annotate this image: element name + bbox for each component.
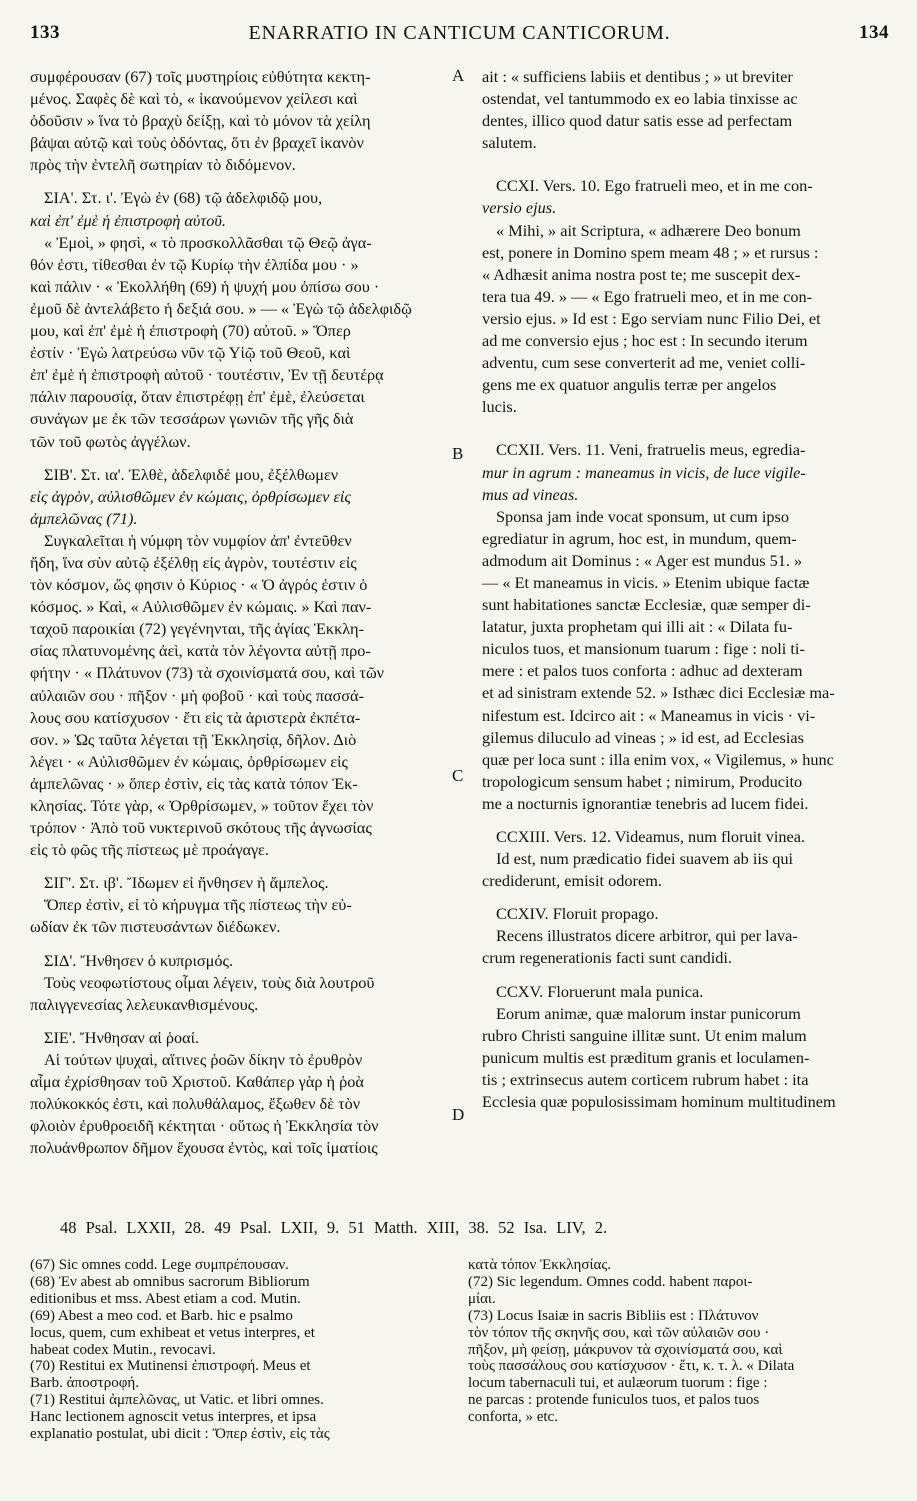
notes-right — [468, 1257, 882, 1426]
text-line: tis ; extrinsecus autem corticem rubrum habet : ita — [482, 1069, 809, 1089]
section-heading: ΣΙΒ'. Στ. ια'. Ἐλθὲ, ἀδελφιδέ μου, ἐξέλθωμεν — [44, 464, 339, 484]
text-line: πολύκοκκός ἐστι, καὶ πολυθάλαμος, ἔξωθεν δὲ τὸν — [30, 1094, 361, 1114]
text-line: est, ponere in Domino spem meam 48 ; » et rursus : — [482, 242, 819, 262]
section-heading-cont: mus ad vineas. — [482, 484, 579, 504]
text-line: πάλιν παρουσίᾳ, ὅταν ἐπιστρέφῃ ἐπ' ἐμὲ, ἐλεύσεται — [30, 387, 365, 407]
section-heading: ΣΙΔ'. Ἤνθησεν ὁ κυπρισμός. — [44, 950, 234, 970]
text-line: Ecclesia quæ populosissimam hominum multitudinem — [482, 1092, 836, 1112]
note-line: (73) Locus Isaiæ in sacris Bibliis est : Πλάτυνον — [468, 1307, 759, 1324]
text-line: « Mihi, » ait Scriptura, « adhærere Deo bonum — [496, 220, 801, 240]
text-line: Id est, num prædicatio fidei suavem ab iis qui — [496, 849, 794, 869]
section-heading: CCXI. Vers. 10. Ego fratrueli meo, et in me con- — [496, 176, 813, 196]
text-line: πρὸς τὴν ἐντελῆ σωτηρίαν τὸ διδόμενον. — [30, 155, 296, 175]
note-line: κατὰ τόπον Ἐκκλησίας. — [468, 1257, 612, 1273]
text-line: ἐστίν · Ἐγὼ λατρεύσω νῦν τῷ Υἱῷ τοῦ Θεοῦ, καὶ — [30, 343, 351, 363]
note-line: (68) Ἐν abest ab omnibus sacrorum Bibliorum — [30, 1273, 310, 1290]
text-line: niculos tuos, et mansionum tuarum : fige : noli ti- — [482, 639, 805, 659]
note-line: (67) Sic omnes codd. Lege συμπρέπουσαν. — [30, 1257, 289, 1273]
note-line: πῆξον, μὴ φείσῃ, μάκρυνον τὰ σχοινίσματά σου, καὶ — [468, 1341, 783, 1358]
note-line: (71) Restitui ἀμπελῶνας, ut Vatic. et libri omnes. — [30, 1392, 324, 1409]
text-line: ταχοῦ παροικίαι (72) γεγένηνται, τῆς ἁγίας Ἐκκλη- — [30, 619, 364, 639]
section-heading: CCXV. Floruerunt mala punica. — [496, 981, 704, 1001]
text-line: πολυάνθρωπον δῆμον ἔχουσα ἐντὸς, καὶ τοῖς ἱματίοις — [30, 1138, 378, 1158]
text-line: crum regenerationis facti sunt candidi. — [482, 948, 733, 968]
note-line: τὸν τόπον τῆς σκηνῆς σου, καὶ τῶν αὐλαιῶν σου · — [468, 1324, 770, 1341]
text-line: αἷμα ἐχρίσθησαν τοῦ Χριστοῦ. Καθάπερ γὰρ ἡ ῥοὰ — [30, 1072, 364, 1092]
section-heading: CCXIII. Vers. 12. Videamus, num floruit vinea. — [496, 827, 806, 846]
note-line: locum tabernaculi tui, et aulæorum tuorum : fige : — [468, 1375, 768, 1392]
note-line: explanatio postulat, ubi dicit : Ὅπερ ἐστὶν, εἰς τὰς — [30, 1426, 330, 1443]
text-line: Eorum animæ, quæ malorum instar punicorum — [496, 1003, 801, 1023]
section-heading: CCXIV. Floruit propago. — [496, 904, 659, 924]
note-line: Barb. ἀποστροφή. — [30, 1375, 139, 1392]
text-line: λέγει · « Αὐλισθῶμεν ἐν κώμαις, ὀρθρίσωμεν εἰς — [30, 751, 348, 771]
note-line: (72) Sic legendum. Omnes codd. habent παροι- — [468, 1273, 753, 1290]
page-number-right: 134 — [859, 22, 889, 43]
text-line: egrediatur in agrum, hoc est, in mundum, quem- — [482, 528, 797, 548]
text-line: σον. » Ὡς ταῦτα λέγεται τῇ Ἐκκλησίᾳ, δῆλον. Διὸ — [30, 729, 357, 749]
section-heading-cont: καὶ ἐπ' ἐμὲ ἡ ἐπιστροφὴ αὐτοῦ. — [30, 210, 226, 230]
text-line: ωδίαν ἐκ τῶν πιστευσάντων διέδωκεν. — [30, 917, 281, 937]
section-heading: ΣΙΕ'. Ἤνθησαν αἱ ῥοαί. — [44, 1027, 200, 1047]
section-heading: ΣΙΑ'. Στ. ι'. Ἐγὼ ἐν (68) τῷ ἀδελφιδῷ μου, — [44, 188, 323, 208]
text-line: admodum ait Dominus : « Ager est mundus 51. » — [482, 550, 803, 570]
section-heading: ΣΙΓ'. Στ. ιβ'. Ἴδωμεν εἰ ἤνθησεν ἡ ἄμπελος. — [44, 873, 329, 893]
text-line: salutem. — [482, 133, 537, 153]
text-line: — « Et maneamus in vicis. » Etenim ubique factæ — [482, 572, 810, 592]
text-line: λους σου κατίσχυσον · ἔτι εἰς τὰ ἀριστερὰ ἐκπέτα- — [30, 707, 361, 727]
text-line: « Adhæsit anima nostra post te; me suscepit dex- — [482, 264, 801, 284]
text-line: Sponsa jam inde vocat sponsum, ut cum ipso — [496, 506, 790, 526]
text-line: rubro Christi sanguine illitæ sunt. Ut enim malum — [482, 1025, 807, 1045]
text-line: Recens illustratos dicere arbitror, qui per lava- — [496, 926, 798, 946]
scripture-references: 48 Psal. LXXII, 28. 49 Psal. LXII, 9. 51 Matth. XIII, 38. 52 Isa. LIV, 2. — [60, 1218, 608, 1237]
text-line: φλοιὸν ἐρυθροειδῆ κέκτηται · οὕτως ἡ Ἐκκλησία τὸν — [30, 1116, 379, 1136]
text-line: σίας πλατυνομένης ἀεὶ, κατὰ τὸν λέγοντα αὐτῇ προ- — [30, 641, 371, 661]
latin-column — [482, 66, 882, 1113]
text-line: τῶν τοῦ φωτὸς ἀγγέλων. — [30, 431, 191, 451]
note-line: editionibus et mss. Abest etiam a cod. Mutin. — [30, 1290, 301, 1307]
text-line: ait : « sufficiens labiis et dentibus ; » ut breviter — [482, 67, 793, 86]
text-line: τὸν κόσμον, ὥς φησιν ὁ Κύριος · « Ὁ ἀγρός ἐστιν ὁ — [30, 575, 368, 595]
note-line: habeat codex Mutin., revocavi. — [30, 1341, 216, 1358]
text-line: et ad sinistram extende 52. » Isthæc dici Ecclesiæ ma- — [482, 683, 835, 703]
text-line: συνάγων με ἐκ τῶν τεσσάρων γωνιῶν τῆς γῆς διὰ — [30, 409, 354, 429]
note-line: Hanc lectionem agnoscit vetus interpres, et ipsa — [30, 1409, 317, 1426]
text-line: καὶ πάλιν · « Ἐκολλήθη (69) ἡ ψυχή μου ὀπίσω σου · — [30, 276, 380, 296]
page-header — [30, 22, 889, 52]
text-line: ἐπ' ἐμὲ ἡ ἐπιστροφὴ αὐτοῦ · τουτέστιν, Ἐν τῇ δευτέρᾳ — [30, 365, 384, 385]
note-line: locus, quem, cum exhibeat et vetus interpres, et — [30, 1324, 315, 1341]
notes-left — [30, 1257, 455, 1443]
margin-letter-b: B — [452, 444, 464, 463]
text-line: mere : et palos tuos conforta : adhuc ad dexteram — [482, 661, 803, 681]
text-line: quæ per loca sunt : illa enim vox, « Vigilemus, » hunc — [482, 749, 834, 769]
section-heading-cont: ἀμπελῶνας (71). — [30, 508, 138, 528]
text-line: κόσμος. » Καὶ, « Αὐλισθῶμεν ἐν κώμαις. » Καὶ παν- — [30, 597, 372, 617]
text-line: ἐμοῦ δὲ ἀντελάβετο ἡ δεξιά σου. » — « Ἐγὼ τῷ ἀδελφιδῷ — [30, 298, 412, 318]
text-line: φήτην · « Πλάτυνον (73) τὰ σχοινίσματά σου, καὶ τῶν — [30, 663, 385, 683]
text-line: μου, καὶ ἐπ' ἐμὲ ἡ ἐπιστροφὴ (70) αὐτοῦ. » Ὅπερ — [30, 321, 351, 341]
text-line: τρόπον · Ἀπὸ τοῦ νυκτερινοῦ σκότους τῆς ἀγνωσίας — [30, 818, 372, 838]
text-line: παλιγγενεσίας λελευκανθισμένους. — [30, 994, 259, 1014]
margin-letter-d: D — [452, 1105, 465, 1124]
text-line: κλησίας. Τότε γὰρ, « Ὀρθρίσωμεν, » τοῦτον ἔχει τὸν — [30, 796, 374, 815]
text-line: ἀμπελῶνας · » ὅπερ ἐστὶν, εἰς τὰς κατὰ τόπον Ἐκ- — [30, 773, 358, 793]
text-line: tropologicum sensum habet ; nimirum, Producito — [482, 771, 803, 791]
note-line: τοὺς πασσάλους σου κατίσχυσον · ἔτι, κ. τ. λ. « Dilata — [468, 1358, 795, 1375]
text-line: gens me ex quatuor angulis terræ per angelos — [482, 375, 777, 395]
section-heading-cont: εἰς ἀγρὸν, αὐλισθῶμεν ἐν κώμαις, ὀρθρίσωμεν εἰς — [30, 486, 352, 506]
note-line: ne parcas : protende funiculos tuos, et palos tuos — [468, 1392, 760, 1409]
text-line: θόν ἐστι, τίθεσθαι ἐν τῷ Κυρίῳ τὴν ἐλπίδα μου · » — [30, 254, 359, 274]
note-line: μίαι. — [468, 1290, 496, 1307]
text-line: dentes, illico quod datur satis esse ad perfectam — [482, 111, 793, 131]
text-line: crediderunt, emisit odorem. — [482, 871, 662, 891]
text-line: αὐλαιῶν σου · πῆξον · μὴ φοβοῦ · καὶ τοὺς πασσά- — [30, 685, 364, 705]
section-heading-cont: versio ejus. — [482, 198, 557, 218]
text-line: εἰς τὸ φῶς τῆς πίστεως μὲ προάγαγε. — [30, 840, 269, 860]
note-line: (69) Abest a meo cod. et Barb. hic e psalmo — [30, 1307, 293, 1324]
text-line: lucis. — [482, 397, 517, 417]
text-line: συμφέρουσαν (67) τοῖς μυστηρίοις εὐθύτητα κεκτη- — [30, 67, 371, 86]
text-line: ad me conversio ejus ; hoc est : In secundo iterum — [482, 331, 808, 351]
text-line: Ὅπερ ἐστὶν, εἰ τὸ κήρυγμα τῆς πίστεως τὴν εὐ- — [44, 895, 352, 915]
text-line: ὀδοῦσιν » ἵνα τὸ βραχὺ δείξῃ, καὶ τὸ μόνον τὰ χείλη — [30, 111, 371, 131]
text-line: « Ἐμοὶ, » φησὶ, « τὸ προσκολλᾶσθαι τῷ Θεῷ ἀγα- — [44, 232, 372, 252]
text-line: versio ejus. » Id est : Ego serviam nunc Filio Dei, et — [482, 308, 821, 328]
section-heading: CCXII. Vers. 11. Veni, fratruelis meus, egredia- — [496, 440, 806, 460]
text-line: me a nocturnis ignorantiæ tenebris ad lucem fidei. — [482, 793, 809, 813]
section-heading-cont: mur in agrum : maneamus in vicis, de luce vigile- — [482, 462, 806, 482]
text-line: tera tua 49. » — « Ego fratrueli meo, et in me con- — [482, 286, 813, 306]
text-line: βάψαι αὐτῷ καὶ τοὺς ὀδόντας, ὅτι ἐν βραχεῖ ἱκανὸν — [30, 133, 364, 153]
text-line: nifestum est. Idcirco ait : « Maneamus in vicis · vi- — [482, 705, 816, 725]
text-line: punicum multis est præditum granis et loculamen- — [482, 1047, 810, 1067]
text-line: Αἱ τούτων ψυχαὶ, αἵτινες ῥοῶν δίκην τὸ ἐρυθρὸν — [44, 1049, 363, 1069]
text-line: latatur, juxta prophetam qui illi ait : « Dilata fu- — [482, 617, 793, 637]
text-line: μένος. Σαφὲς δὲ καὶ τὸ, « ἱκανούμενον χείλεσι καὶ — [30, 89, 358, 109]
page-number-left: 133 — [30, 22, 60, 43]
text-line: Συγκαλεῖται ἡ νύμφη τὸν νυμφίον ἀπ' ἐντεῦθεν — [44, 530, 352, 550]
text-line: ostendat, vel tantummodo ex eo labia tinxisse ac — [482, 89, 798, 109]
margin-letter-c: C — [452, 766, 464, 785]
text-line: sunt habitationes sanctæ Ecclesiæ, quæ semper di- — [482, 595, 811, 615]
text-line: gilemus diluculo ad vineas ; » id est, ad Ecclesias — [482, 727, 804, 747]
text-line: Τοὺς νεοφωτίστους οἶμαι λέγειν, τοὺς διὰ λουτροῦ — [44, 972, 375, 992]
note-line: (70) Restitui ex Mutinensi ἐπιστροφή. Meus et — [30, 1358, 311, 1375]
greek-column — [30, 66, 450, 1159]
text-line: ἤδη, ἵνα σὺν αὐτῷ ἐξέλθῃ εἰς ἀγρὸν, τουτέστιν εἰς — [30, 552, 357, 572]
text-line: adventu, cum sese converterit ad me, veniet colli- — [482, 353, 806, 373]
running-title: ENARRATIO IN CANTICUM CANTICORUM. — [248, 22, 671, 44]
note-line: conforta, » etc. — [468, 1409, 558, 1426]
margin-letter-a: A — [452, 66, 465, 85]
